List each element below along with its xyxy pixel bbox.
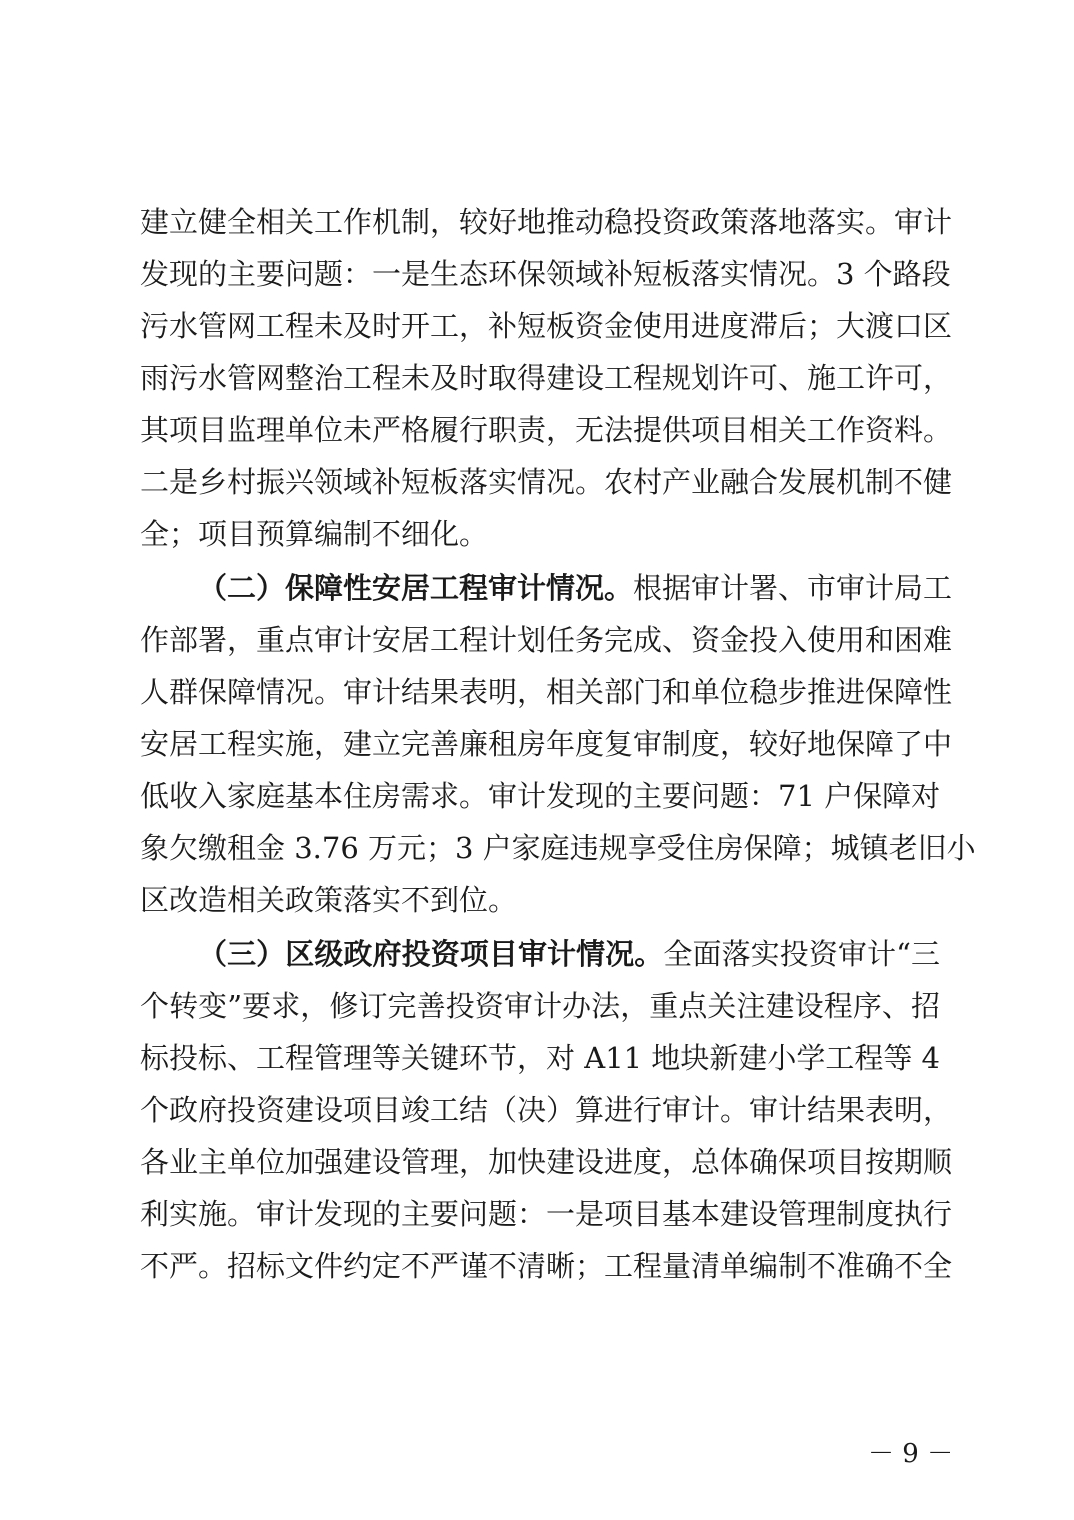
body-line: 二是乡村振兴领域补短板落实情况。农村产业融合发展机制不健: [140, 465, 953, 499]
body-line: 利实施。审计发现的主要问题：一是项目基本建设管理制度执行: [140, 1197, 953, 1231]
body-line: 各业主单位加强建设管理，加快建设进度，总体确保项目按期顺: [140, 1145, 953, 1179]
body-line: 污水管网工程未及时开工，补短板资金使用进度滞后；大渡口区: [140, 309, 953, 343]
body-line: 标投标、工程管理等关键环节，对 A11 地块新建小学工程等 4: [140, 1041, 940, 1075]
page-number: － 9 －: [868, 1439, 954, 1469]
body-line: 作部署，重点审计安居工程计划任务完成、资金投入使用和困难: [140, 623, 953, 657]
body-line: 建立健全相关工作机制，较好地推动稳投资政策落地落实。审计: [140, 205, 953, 239]
body-line: 区改造相关政策落实不到位。: [140, 883, 518, 917]
body-line: 个转变”要求，修订完善投资审计办法，重点关注建设程序、招: [140, 989, 940, 1023]
section-heading-line: [198, 932, 940, 976]
body-line: 发现的主要问题：一是生态环保领域补短板落实情况。3 个路段: [140, 257, 951, 291]
body-line: 安居工程实施，建立完善廉租房年度复审制度，较好地保障了中: [140, 727, 953, 761]
body-line: 全；项目预算编制不细化。: [140, 517, 489, 551]
body-line: 雨污水管网整治工程未及时取得建设工程规划许可、施工许可，: [140, 361, 953, 395]
body-line: 人群保障情况。审计结果表明，相关部门和单位稳步推进保障性: [140, 675, 953, 709]
section-heading-line: [198, 566, 953, 610]
heading-line-text: 全面落实投资审计“三: [663, 937, 940, 971]
section-heading: （三）区级政府投资项目审计情况。: [198, 937, 664, 971]
section-heading: （二）保障性安居工程审计情况。: [198, 571, 634, 605]
heading-line-text: 根据审计署、市审计局工: [633, 571, 953, 605]
body-line: 象欠缴租金 3.76 万元；3 户家庭违规享受住房保障；城镇老旧小: [140, 831, 976, 865]
body-line: 低收入家庭基本住房需求。审计发现的主要问题：71 户保障对: [140, 779, 941, 813]
body-line: 不严。招标文件约定不严谨不清晰；工程量清单编制不准确不全: [140, 1249, 953, 1283]
body-line: 其项目监理单位未严格履行职责，无法提供项目相关工作资料。: [140, 413, 953, 447]
body-line: 个政府投资建设项目竣工结（决）算进行审计。审计结果表明，: [140, 1093, 953, 1127]
